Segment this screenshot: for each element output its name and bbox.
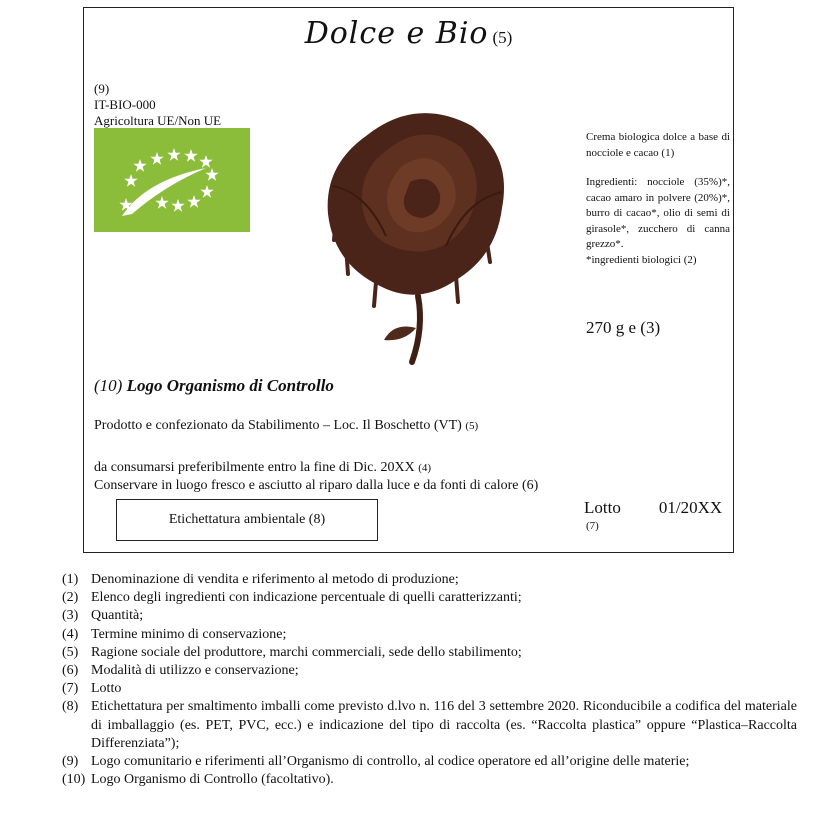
legend-text: Lotto — [91, 681, 122, 697]
lot-line — [584, 498, 722, 518]
legend-text: Ragione sociale del produttore, marchi commerciali, sede dello stabilimento; — [91, 644, 522, 660]
organic-note: *ingredienti biologici (2) — [586, 253, 697, 266]
producer-ref: (5) — [465, 420, 479, 432]
legend-number: (2) — [62, 590, 79, 606]
control-logo-line — [94, 376, 334, 396]
legend-item — [62, 626, 797, 644]
legend-item — [62, 698, 797, 753]
product-label — [83, 7, 734, 553]
legend-item — [62, 589, 797, 607]
organism-ref: (9) — [94, 81, 110, 96]
legend-text: Termine minimo di conservazione; — [91, 626, 287, 642]
brand-ref: (5) — [492, 28, 513, 47]
storage-instructions: Conservare in luogo fresco e asciutto al riparo dalla luce e da fonti di calore (6) — [94, 478, 539, 493]
best-before-line — [94, 460, 431, 476]
legend-number: (8) — [62, 699, 79, 715]
operator-code: IT-BIO-000 — [94, 97, 156, 112]
best-before-text: da consumarsi preferibilmente entro la fine di Dic. 20XX — [94, 460, 415, 475]
legend-number: (9) — [62, 754, 79, 770]
legend-number: (4) — [62, 626, 79, 642]
control-logo-ref: (10) — [94, 376, 123, 395]
legend-number: (7) — [62, 681, 79, 697]
legend-text: Modalità di utilizzo e conservazione; — [91, 663, 299, 679]
legend-item — [62, 607, 797, 625]
ingredients-list: Ingredienti: nocciole (35%)*, cacao amaro in polvere (20%)*, burro di cacao*, olio di semi di girasole*, zucchero di canna grezzo*. — [586, 176, 730, 250]
legend-number: (6) — [62, 663, 79, 679]
legend-text: Logo comunitario e riferimenti all’Organismo di controllo, al codice operatore ed all’origine delle materie; — [91, 754, 690, 770]
product-description-block — [586, 130, 730, 268]
producer-line — [94, 418, 478, 434]
lot-value: 01/20XX — [658, 498, 723, 517]
legend-number: (1) — [62, 572, 79, 587]
net-quantity: 270 g e (3) — [586, 318, 661, 337]
legend-number: (5) — [62, 644, 79, 660]
legend-text: Logo Organismo di Controllo (facoltativo). — [91, 772, 334, 788]
legend-item — [62, 680, 797, 698]
legend-item — [62, 644, 797, 662]
eu-organic-logo-icon — [94, 128, 250, 232]
legend-item — [62, 771, 797, 789]
lot-label: Lotto — [584, 498, 621, 517]
legend-text: Denominazione di vendita e riferimento al metodo di produzione; — [91, 572, 459, 587]
brand-name: Dolce e Bio — [304, 16, 489, 51]
organism-info — [94, 81, 221, 129]
legend-list — [62, 571, 797, 789]
chocolate-rose-image — [306, 96, 526, 366]
origin: Agricoltura UE/Non UE — [94, 113, 222, 128]
legend-text: Etichettatura per smaltimento imballi come previsto d.lvo n. 116 del 3 settembre 2020. Riconducibile a codifica del materiale di imballaggio (es. PET, PVC, ecc.) e indicazione del tipo di raccolta (es. “Raccolta plastica” oppure “Plastica–Raccolta Differenziata”); — [91, 699, 797, 751]
environmental-label-box — [116, 499, 378, 541]
product-description: Crema biologica dolce a base di nocciole e cacao (1) — [586, 131, 730, 159]
environmental-label-text: Etichettatura ambientale (8) — [168, 512, 326, 527]
legend-number: (10) — [62, 772, 86, 788]
producer-text: Prodotto e confezionato da Stabilimento – Loc. Il Boschetto (VT) — [94, 418, 462, 433]
control-logo-text: Logo Organismo di Controllo — [126, 376, 334, 395]
legend-item — [62, 662, 797, 680]
legend-item — [62, 753, 797, 771]
legend-text: Elenco degli ingredienti con indicazione percentuale di quelli caratterizzanti; — [91, 590, 522, 606]
legend-item — [62, 571, 797, 589]
legend-text: Quantità; — [91, 608, 144, 624]
legend-number: (3) — [62, 608, 79, 624]
lot-ref: (7) — [586, 520, 599, 532]
brand-title — [84, 16, 733, 51]
best-before-ref: (4) — [418, 462, 432, 474]
